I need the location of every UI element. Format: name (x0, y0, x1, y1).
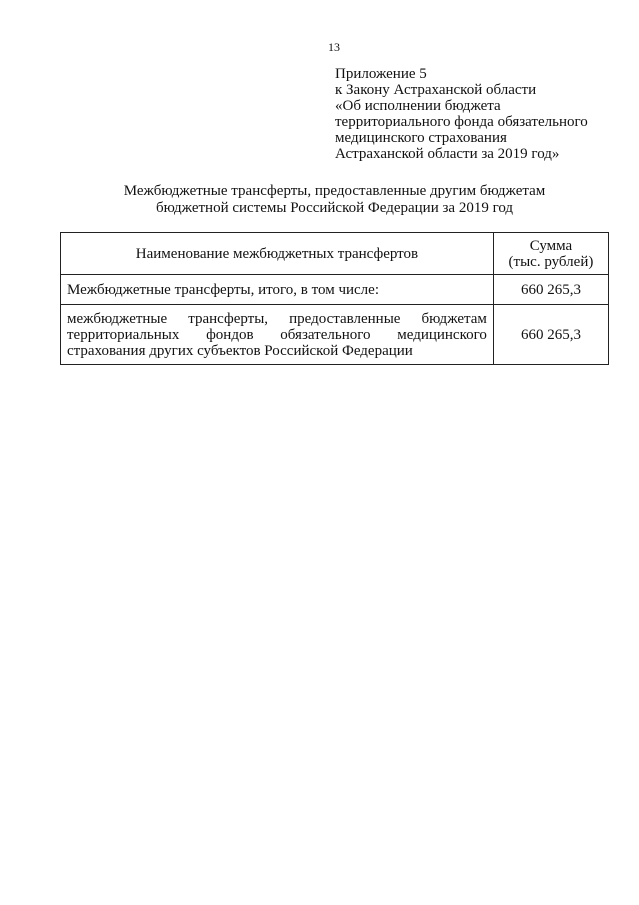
row-name-cell: Межбюджетные трансферты, итого, в том числе: (61, 275, 494, 305)
row-sum-cell: 660 265,3 (493, 305, 608, 365)
header-name-cell: Наименование межбюджетных трансфертов (61, 233, 494, 275)
row-sum-cell: 660 265,3 (493, 275, 608, 305)
header-sum-cell (493, 233, 608, 275)
row-name-cell: межбюджетные трансферты, предоставленные бюджетам территориальных фондов обязательного медицинского страхования других субъектов Российской Федерации (61, 305, 494, 365)
page-number: 13 (328, 40, 340, 54)
title-line: бюджетной системы Российской Федерации за 2019 год (155, 200, 514, 216)
title-line: Межбюджетные трансферты, предоставленные другим бюджетам (123, 183, 546, 199)
header-sum-unit: (тыс. рублей) (508, 253, 594, 270)
header-sum-label: Сумма (529, 237, 573, 254)
appendix-line: Астраханской области за 2019 год» (335, 146, 560, 162)
appendix-reference (335, 66, 625, 162)
document-title (60, 183, 609, 217)
table-row (61, 305, 609, 365)
appendix-line: к Закону Астраханской области (335, 82, 537, 98)
appendix-line: Приложение 5 (335, 66, 427, 82)
table-row (61, 275, 609, 305)
appendix-line: медицинского страхования (335, 130, 507, 146)
table-header-row (61, 233, 609, 275)
transfers-table (60, 232, 609, 365)
appendix-line: территориального фонда обязательного (335, 114, 588, 130)
appendix-line: «Об исполнении бюджета (335, 98, 501, 114)
